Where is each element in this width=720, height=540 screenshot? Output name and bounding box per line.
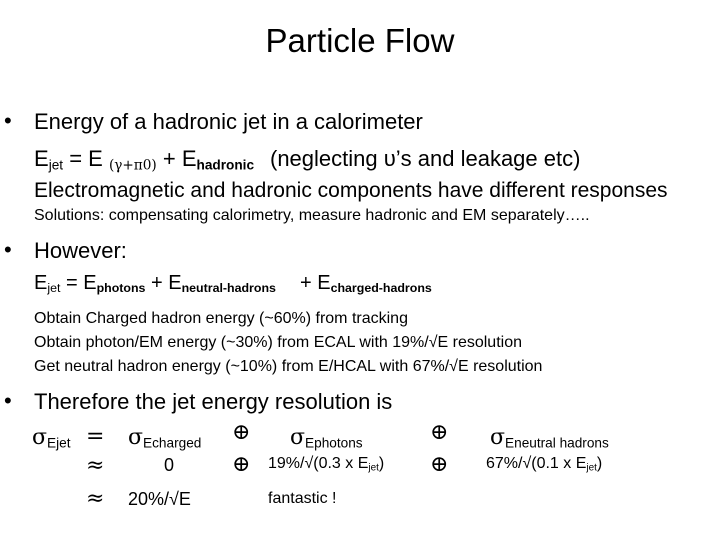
bullet-marker: • xyxy=(4,108,12,133)
jet-energy-equation xyxy=(34,146,254,172)
sigma-echarged xyxy=(128,424,201,450)
slide-title: Particle Flow xyxy=(265,22,455,59)
bullet-resolution-heading: Therefore the jet energy resolution is xyxy=(34,389,393,414)
eq2-plus2: + E xyxy=(300,272,331,294)
neutral-hadron-line: Get neutral hadron energy (~10%) from E/HCAL with 67%/√E resolution xyxy=(34,358,543,375)
approx-symbol: ≈ xyxy=(86,486,105,511)
total-resolution: 20%/√E xyxy=(128,489,191,509)
sigma-echarged-sub: Echarged xyxy=(143,435,202,451)
eq-hadronic-sub: hadronic xyxy=(196,157,255,173)
eq-gamma-pi-sub: (γ+π0) xyxy=(108,157,157,174)
eq2-lhs: E xyxy=(34,272,48,294)
bullet-however-heading: However: xyxy=(34,238,127,263)
charged-hadron-line: Obtain Charged hadron energy (~60%) from tracking xyxy=(34,310,408,327)
neutral-resolution xyxy=(486,455,602,473)
neutral-resolution-close: ) xyxy=(596,455,603,472)
equals-symbol: = xyxy=(86,424,105,449)
photon-resolution-sub: jet xyxy=(368,462,379,474)
neglecting-note: (neglecting υ’s and leakage etc) xyxy=(270,146,581,171)
sigma-eneutral-sub: Eneutral hadrons xyxy=(505,435,609,451)
sigma-symbol: σ xyxy=(490,425,506,450)
sigma-eneutral xyxy=(490,424,609,450)
oplus-symbol: ⊕ xyxy=(232,452,251,477)
photon-em-line: Obtain photon/EM energy (~30%) from ECAL with 19%/√E resolution xyxy=(34,334,522,351)
photon-resolution xyxy=(268,455,384,473)
eq-equals: = E xyxy=(63,146,109,171)
eq2-photons-sub: photons xyxy=(96,281,146,296)
sigma-ephotons-sub: Ephotons xyxy=(305,435,363,451)
eq2-charged-sub: charged-hadrons xyxy=(330,281,432,296)
eq2-lhs-sub: jet xyxy=(47,281,61,296)
neutral-resolution-text: 67%/√(0.1 x E xyxy=(486,455,587,472)
em-hadronic-line: Electromagnetic and hadronic components have different responses xyxy=(34,179,668,202)
jet-energy-sum-charged xyxy=(300,272,432,295)
sigma-symbol: σ xyxy=(290,425,306,450)
photon-resolution-close: ) xyxy=(378,455,385,472)
bullet-energy-heading: Energy of a hadronic jet in a calorimeter xyxy=(34,109,423,134)
charged-term-zero: 0 xyxy=(164,455,175,475)
eq2-plus1: + E xyxy=(145,272,182,294)
sigma-ejet xyxy=(32,424,71,450)
sigma-symbol: σ xyxy=(128,425,144,450)
sigma-symbol: σ xyxy=(32,425,48,450)
fantastic-note: fantastic ! xyxy=(268,490,337,507)
bullet-marker: • xyxy=(4,388,12,413)
photon-resolution-text: 19%/√(0.3 x E xyxy=(268,455,369,472)
oplus-symbol: ⊕ xyxy=(430,420,449,445)
oplus-symbol: ⊕ xyxy=(232,420,251,445)
oplus-symbol: ⊕ xyxy=(430,452,449,477)
eq-lhs-sub: jet xyxy=(48,157,64,173)
neutral-resolution-sub: jet xyxy=(586,462,597,474)
approx-symbol: ≈ xyxy=(86,453,105,478)
jet-energy-sum-equation xyxy=(34,272,276,295)
eq2-equals: = E xyxy=(60,272,97,294)
eq2-neutral-sub: neutral-hadrons xyxy=(181,281,276,296)
eq-plus: + E xyxy=(156,146,197,171)
sigma-ephotons xyxy=(290,424,363,450)
sigma-ejet-sub: Ejet xyxy=(47,435,71,451)
eq-lhs: E xyxy=(34,146,49,171)
solutions-line: Solutions: compensating calorimetry, measure hadronic and EM separately….. xyxy=(34,207,590,224)
bullet-marker: • xyxy=(4,237,12,262)
